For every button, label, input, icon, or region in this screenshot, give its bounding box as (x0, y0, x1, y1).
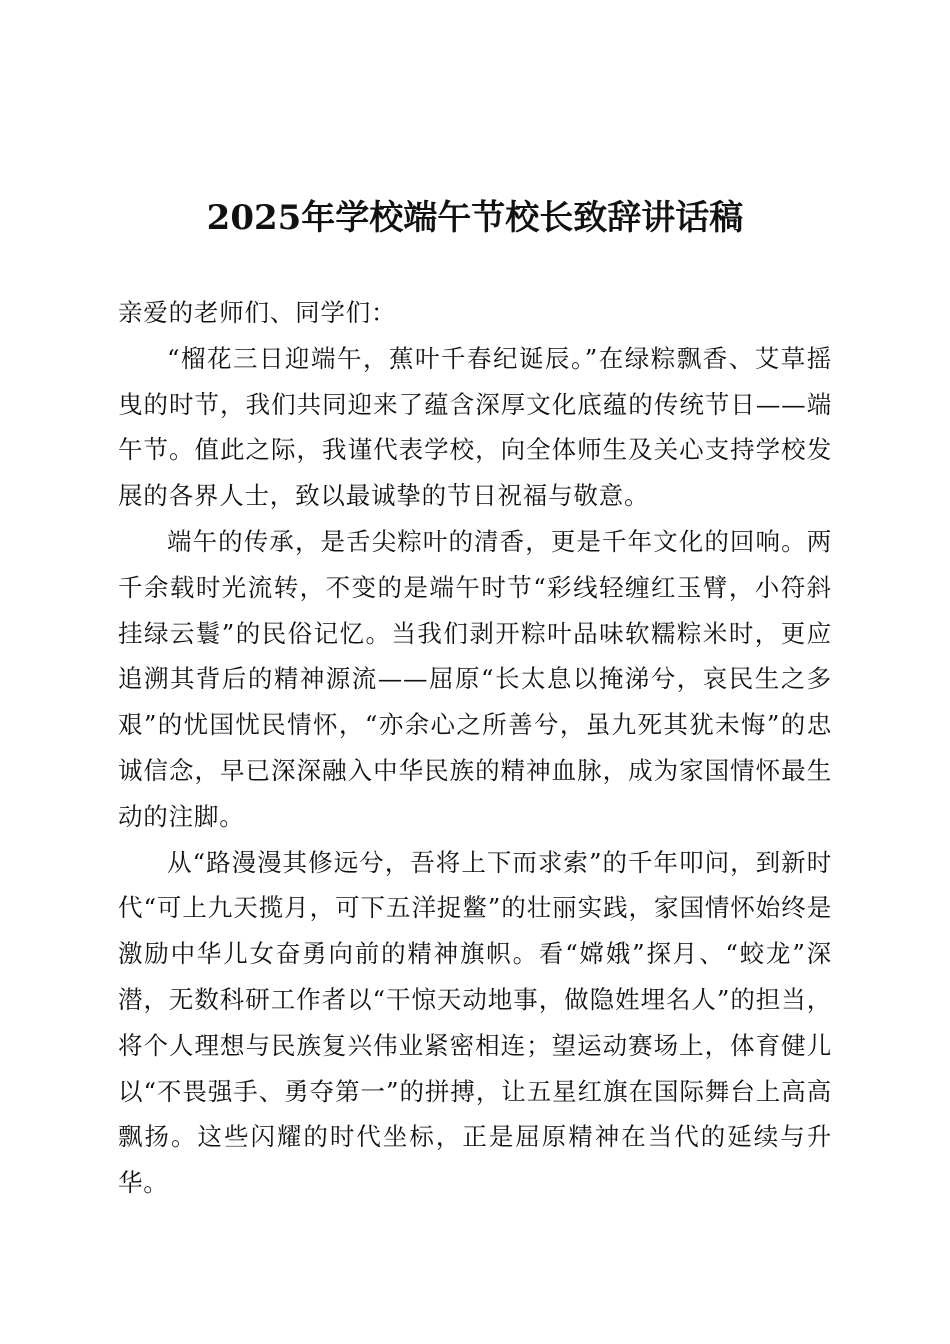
salutation: 亲爱的老师们、同学们： (118, 298, 397, 327)
paragraph-2: 端午的传承，是舌尖粽叶的清香，更是千年文化的回响。两千余载时光流转，不变的是端午时节“彩线轻缠红玉臂，小符斜挂绿云鬟”的民俗记忆。当我们剥开粽叶品味软糯粽米时，更应追溯其背后的精神源流——屈原“长太息以掩涕兮，哀民生之多艰”的忧国忧民情怀，“亦余心之所善兮，虽九死其犹未悔”的忠诚信念，早已深深融入中华民族的精神血脉，成为家国情怀最生动的注脚。 (118, 526, 832, 831)
document-body (118, 290, 832, 1206)
paragraph-1: “榴花三日迎端午，蕉叶千春纪诞辰。”在绿粽飘香、艾草摇曳的时节，我们共同迎来了蕴含深厚文化底蕴的传统节日——端午节。值此之际，我谨代表学校，向全体师生及关心支持学校发展的各界人士，致以最诚挚的节日祝福与敬意。 (118, 343, 832, 511)
paragraph-3: 从“路漫漫其修远兮，吾将上下而求索”的千年叩问，到新时代“可上九天揽月，可下五洋捉鳖”的壮丽实践，家国情怀始终是激励中华儿女奋勇向前的精神旗帜。看“嫦娥”探月、“蛟龙”深潜，无数科研工作者以“干惊天动地事，做隐姓埋名人”的担当，将个人理想与民族复兴伟业紧密相连；望运动赛场上，体育健儿以“不畏强手、勇夺第一”的拼搏，让五星红旗在国际舞台上高高飘扬。这些闪耀的时代坐标，正是屈原精神在当代的延续与升华。 (118, 847, 832, 1198)
document-title: 2025年学校端午节校长致辞讲话稿 (206, 198, 744, 238)
